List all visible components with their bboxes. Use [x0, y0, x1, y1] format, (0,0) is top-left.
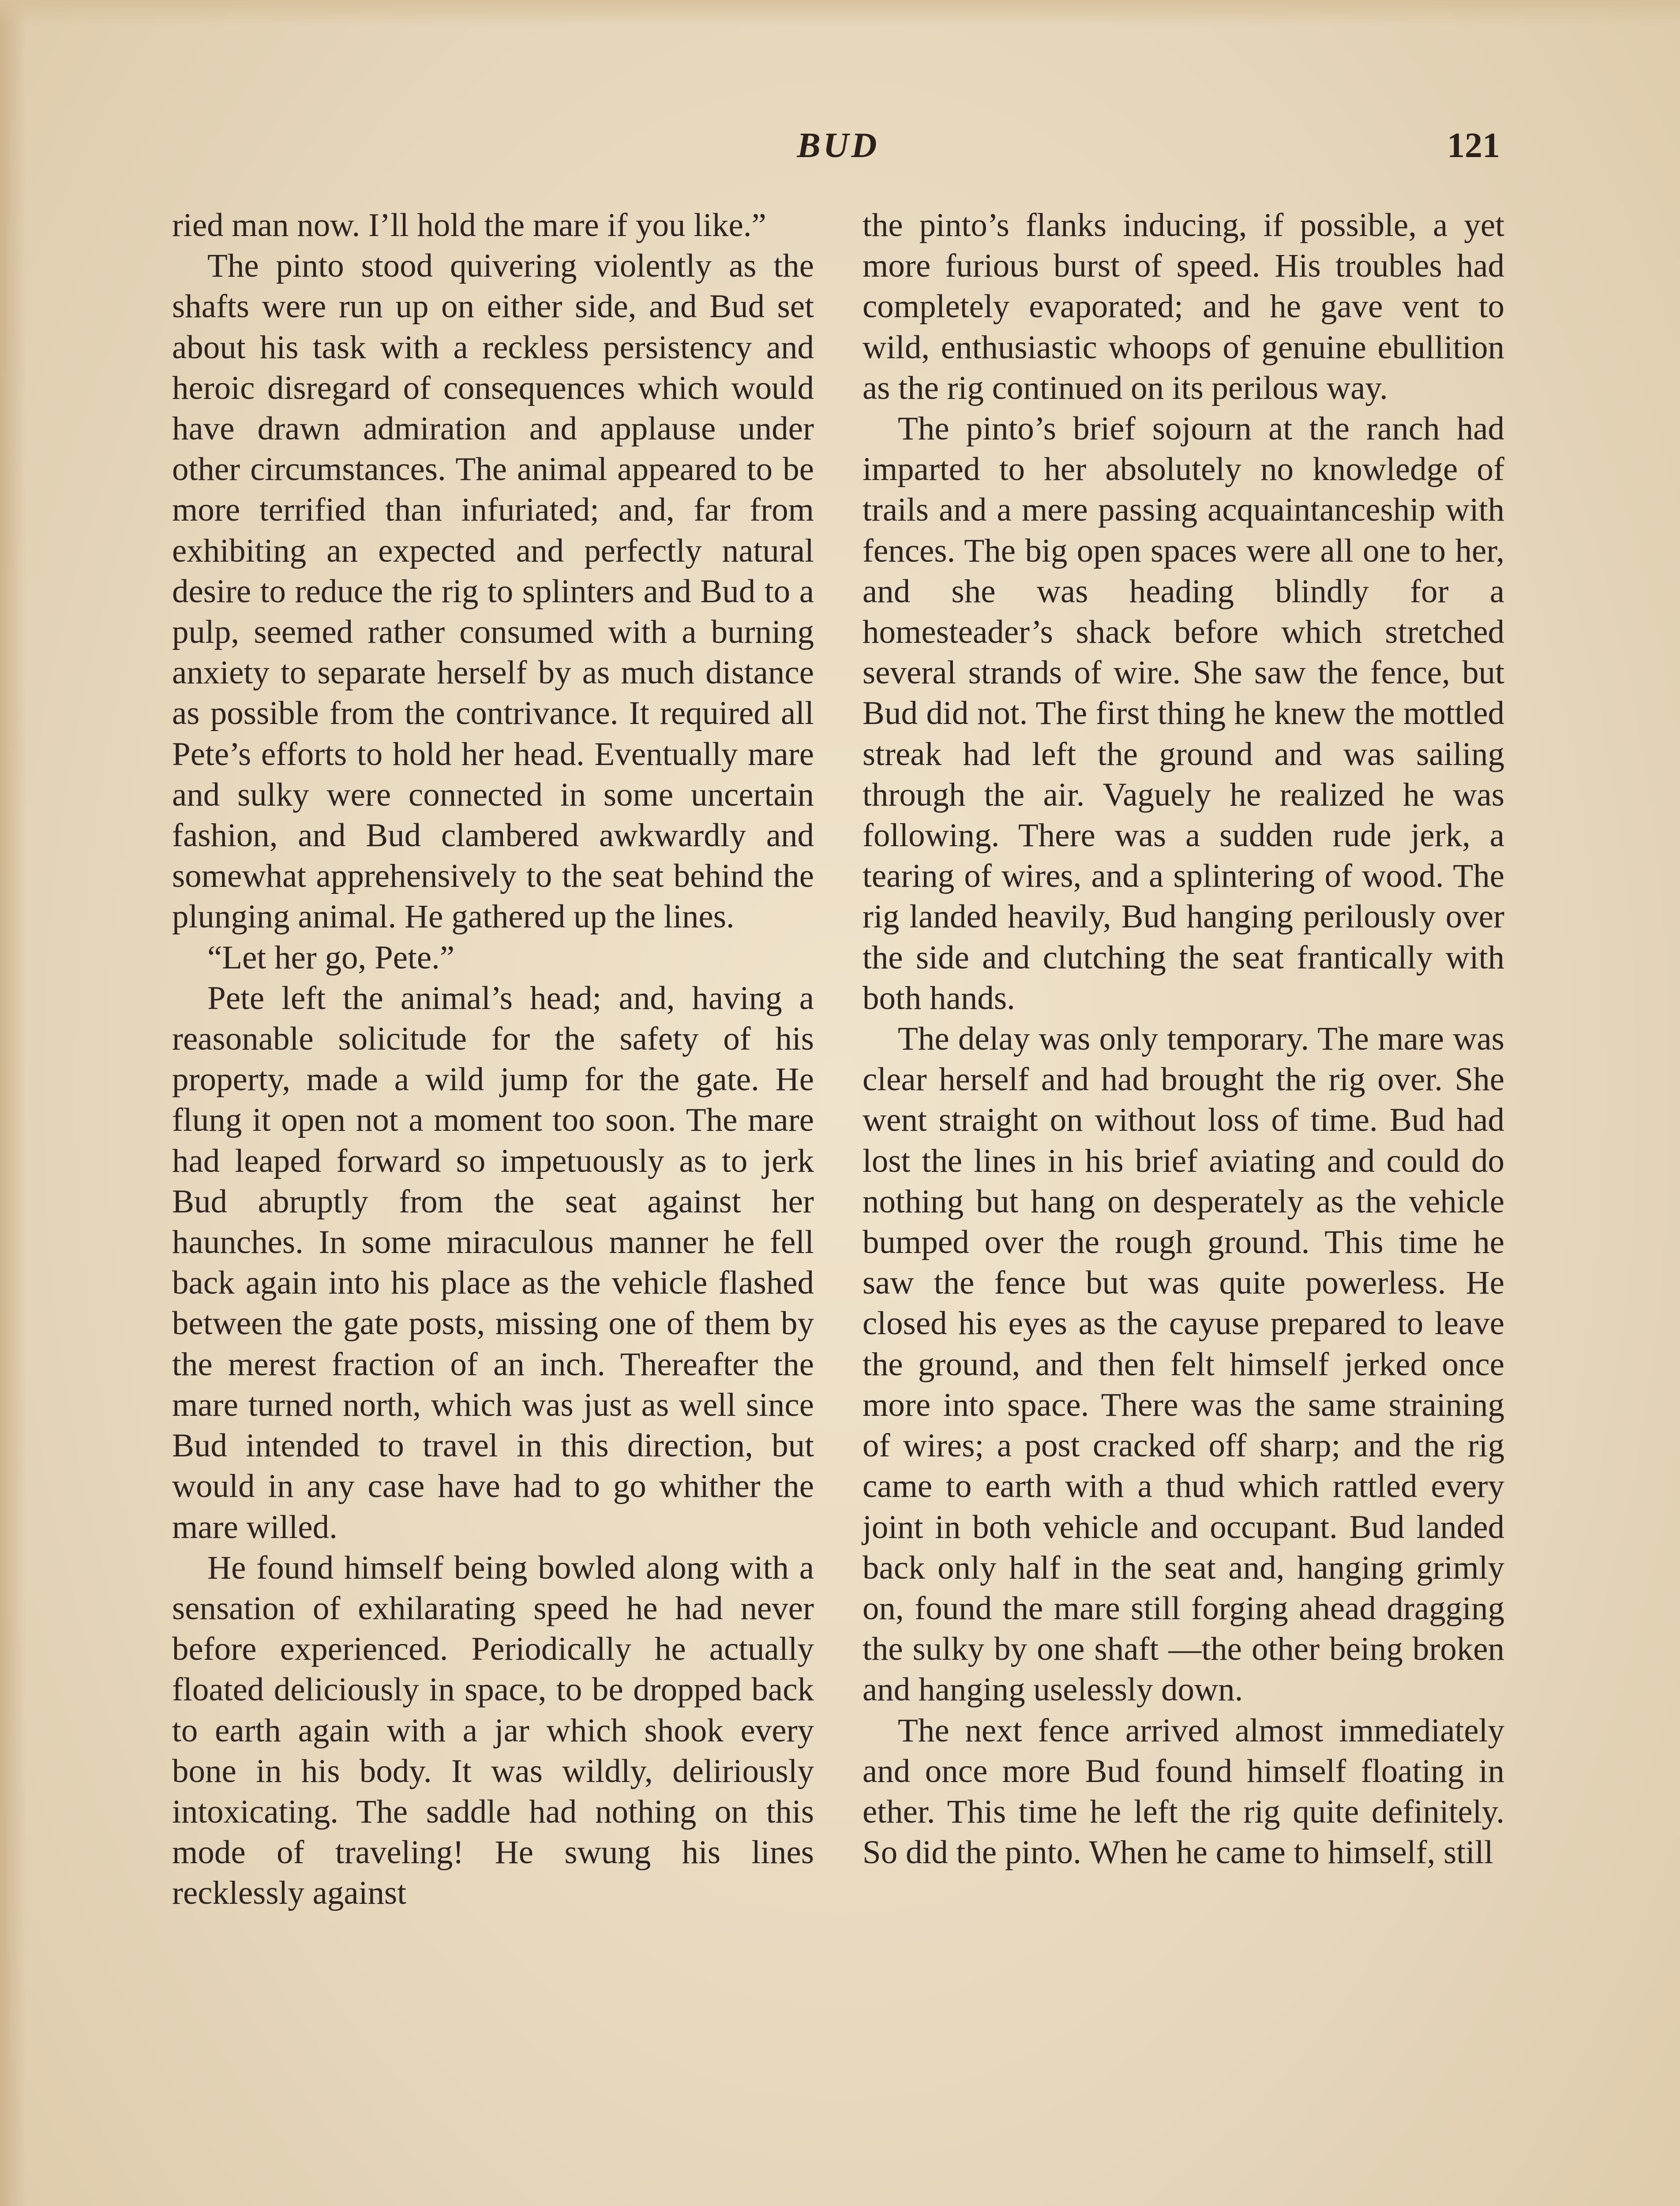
page-edge-shadow-left [0, 0, 26, 2206]
paragraph: The pinto stood quivering violently as the shafts were run up on either side, and Bud set about his task with a reckless persistency and heroic disregard of consequences which would have drawn admiration and applause under other circumstances. The animal appeared to be more terrified than infuriated; and, far from exhibiting an expected and perfectly natural desire to reduce the rig to splinters and Bud to a pulp, seemed rather consumed with a burning anxiety to separate herself by as much distance as possible from the contrivance. It required all Pete’s efforts to hold her head. Eventually mare and sulky were connected in some uncertain fashion, and Bud clambered awkwardly and somewhat apprehensively to the seat behind the plunging animal. He gathered up the lines. [172, 248, 814, 935]
paragraph: the pinto’s flanks inducing, if possible, a yet more furious burst of speed. His troubles had completely evaporated; and he gave vent to wild, enthusiastic whoops of genuine ebullition as the rig continued on its perilous way. [862, 207, 1504, 406]
paragraph: The delay was only temporary. The mare was clear herself and had brought the rig over. She went straight on without loss of time. Bud had lost the lines in his brief aviating and could do nothing but hang on desperately as the vehicle bumped over the rough ground. This time he saw the fence but was quite powerless. He closed his eyes as the cayuse prepared to leave the ground, and then felt himself jerked once more into space. There was the same straining of wires; a post cracked off sharp; and the rig came to earth with a thud which rattled every joint in both vehicle and occupant. Bud landed back only half in the seat and, hanging grimly on, found the mare still forging ahead dragging the sulky by one shaft —the other being broken and hanging uselessly down. [862, 1020, 1504, 1708]
paragraph: ried man now. I’ll hold the mare if you like.” [172, 207, 766, 244]
page-number: 121 [1447, 126, 1500, 165]
running-head: BUD [797, 126, 880, 165]
right-column [862, 205, 1504, 1873]
paragraph: The pinto’s brief sojourn at the ranch had imparted to her absolutely no knowledge of trails and a mere passing acquaintanceship with fences. The big open spaces were all one to her, and she was heading blindly for a homesteader’s shack before which stretched several strands of wire. She saw the fence, but Bud did not. The first thing he knew the mottled streak had left the ground and was sailing through the air. Vaguely he realized he was following. There was a sudden rude jerk, a tearing of wires, and a splintering of wood. The rig landed heavily, Bud hanging perilously over the side and clutching the seat frantically with both hands. [862, 410, 1504, 1017]
paragraph: The next fence arrived almost immediately and once more Bud found himself floating in ether. This time he left the rig quite definitely. So did the pinto. When he came to himself, still [862, 1712, 1504, 1871]
paragraph: “Let her go, Pete.” [207, 939, 455, 976]
paragraph: Pete left the animal’s head; and, having a reasonable solicitude for the safety of his property, made a wild jump for the gate. He flung it open not a moment too soon. The mare had leaped forward so impetuously as to jerk Bud abruptly from the seat against her haunches. In some miraculous manner he fell back again into his place as the vehicle flashed between the gate posts, missing one of them by the merest fraction of an inch. Thereafter the mare turned north, which was just as well since Bud intended to travel in this direction, but would in any case have had to go whither the mare willed. [172, 979, 814, 1546]
paragraph: He found himself being bowled along with a sensation of exhilarating speed he had never before experienced. Periodically he actually floated deliciously in space, to be dropped back to earth again with a jar which shook every bone in his body. It was wildly, deliriously intoxicating. The saddle had nothing on this mode of traveling! He swung his lines recklessly against [172, 1549, 814, 1912]
left-column [172, 205, 814, 1914]
page-edge-shadow-top [0, 0, 1680, 26]
